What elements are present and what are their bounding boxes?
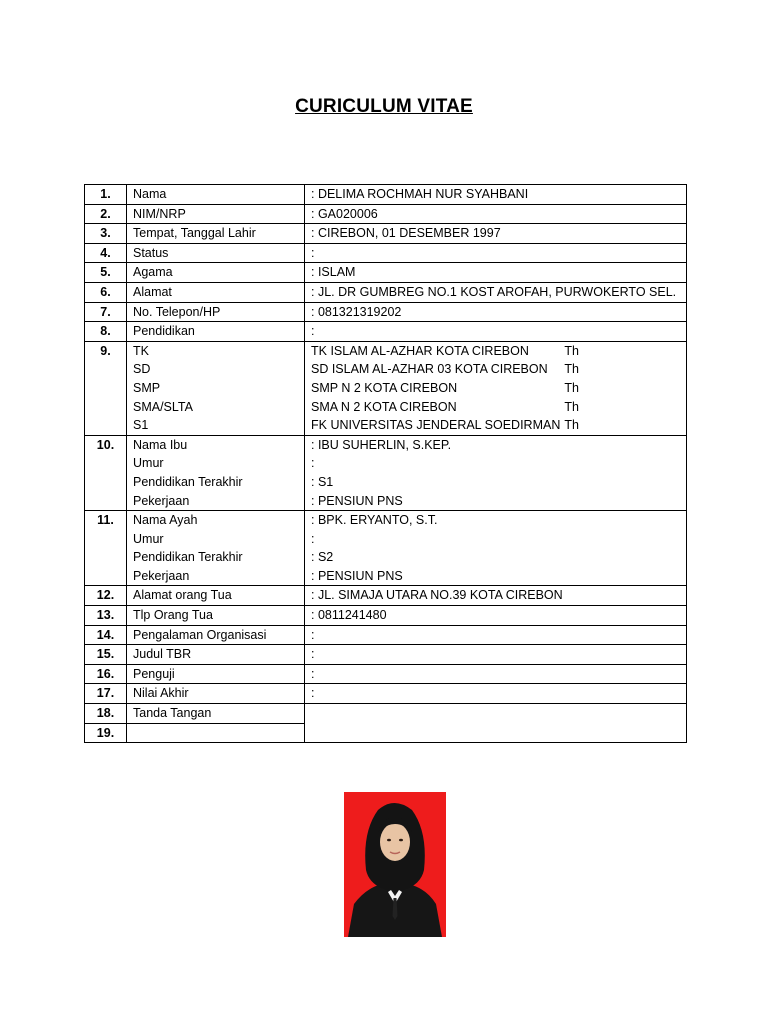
father-field-label: Umur xyxy=(133,531,164,546)
profile-photo xyxy=(344,792,446,937)
education-year: Th xyxy=(564,380,579,395)
education-level: SD xyxy=(133,362,151,377)
row-label: Pengalaman Organisasi xyxy=(127,625,305,645)
row-number: 8. xyxy=(85,322,127,342)
row-number: 9. xyxy=(85,341,127,435)
mother-field-label: Pekerjaan xyxy=(133,493,190,508)
signature-row xyxy=(85,704,687,724)
education-school: SD ISLAM AL-AZHAR 03 KOTA CIREBON xyxy=(311,362,548,377)
row-number: 7. xyxy=(85,302,127,322)
row-value: : xyxy=(305,243,687,263)
row-label: Nilai Akhir xyxy=(127,684,305,704)
row-label: Tempat, Tanggal Lahir xyxy=(127,224,305,244)
row-number: 17. xyxy=(85,684,127,704)
education-level: SMA/SLTA xyxy=(133,399,193,414)
row-value: : xyxy=(305,645,687,665)
table-row xyxy=(85,263,687,283)
row-number: 3. xyxy=(85,224,127,244)
education-item xyxy=(311,360,579,379)
table-row xyxy=(85,606,687,626)
education-item xyxy=(311,342,579,361)
mother-field-label: Nama Ibu xyxy=(133,437,188,452)
education-row xyxy=(85,341,687,435)
mother-field-value: : IBU SUHERLIN, S.KEP. xyxy=(311,437,452,452)
table-row xyxy=(85,645,687,665)
row-value: : 081321319202 xyxy=(305,302,687,322)
education-levels xyxy=(127,341,305,435)
row-number: 19. xyxy=(85,723,127,743)
row-label: No. Telepon/HP xyxy=(127,302,305,322)
mother-field-value: : xyxy=(311,456,315,471)
row-label: Alamat xyxy=(127,282,305,302)
row-value: : xyxy=(305,684,687,704)
row-label: Tlp Orang Tua xyxy=(127,606,305,626)
father-field-value: : PENSIUN PNS xyxy=(311,568,403,583)
row-label: Status xyxy=(127,243,305,263)
row-label: Judul TBR xyxy=(127,645,305,665)
table-row xyxy=(85,684,687,704)
table-row xyxy=(85,625,687,645)
row-label: NIM/NRP xyxy=(127,204,305,224)
row-label xyxy=(127,723,305,743)
row-number: 14. xyxy=(85,625,127,645)
row-value: : GA020006 xyxy=(305,204,687,224)
row-value: : JL. DR GUMBREG NO.1 KOST AROFAH, PURWOKERTO SEL. xyxy=(305,282,687,302)
father-field-label: Pendidikan Terakhir xyxy=(133,550,243,565)
father-row xyxy=(85,511,687,586)
table-row xyxy=(85,243,687,263)
education-level: SMP xyxy=(133,380,161,395)
education-item xyxy=(311,416,579,435)
education-schools xyxy=(305,341,687,435)
row-label: Pendidikan xyxy=(127,322,305,342)
page-title: CURICULUM VITAE xyxy=(295,96,473,117)
mother-row xyxy=(85,435,687,510)
row-number: 11. xyxy=(85,511,127,586)
row-label: Nama xyxy=(127,185,305,205)
mother-field-label: Pendidikan Terakhir xyxy=(133,474,243,489)
mother-values xyxy=(305,435,687,510)
row-number: 6. xyxy=(85,282,127,302)
education-school: FK UNIVERSITAS JENDERAL SOEDIRMAN xyxy=(311,418,561,433)
father-field-value: : BPK. ERYANTO, S.T. xyxy=(311,513,438,528)
mother-field-value: : S1 xyxy=(311,474,334,489)
table-row xyxy=(85,322,687,342)
signature-box xyxy=(305,704,687,743)
mother-labels xyxy=(127,435,305,510)
portrait-illustration xyxy=(344,792,446,937)
table-row xyxy=(85,185,687,205)
education-school: SMP N 2 KOTA CIREBON xyxy=(311,380,458,395)
row-number: 13. xyxy=(85,606,127,626)
education-school: TK ISLAM AL-AZHAR KOTA CIREBON xyxy=(311,343,529,358)
row-label: Penguji xyxy=(127,664,305,684)
cv-table xyxy=(84,184,687,743)
row-label: Alamat orang Tua xyxy=(127,586,305,606)
education-level: TK xyxy=(133,343,149,358)
row-number: 16. xyxy=(85,664,127,684)
row-value: : CIREBON, 01 DESEMBER 1997 xyxy=(305,224,687,244)
signature-label: Tanda Tangan xyxy=(127,704,305,724)
education-level: S1 xyxy=(133,418,149,433)
row-value: : JL. SIMAJA UTARA NO.39 KOTA CIREBON xyxy=(305,586,687,606)
mother-field-value: : PENSIUN PNS xyxy=(311,493,403,508)
education-school: SMA N 2 KOTA CIREBON xyxy=(311,399,457,414)
father-field-label: Pekerjaan xyxy=(133,568,190,583)
education-item xyxy=(311,379,579,398)
father-field-value: : xyxy=(311,531,315,546)
row-label: Agama xyxy=(127,263,305,283)
row-number: 10. xyxy=(85,435,127,510)
row-number: 2. xyxy=(85,204,127,224)
education-year: Th xyxy=(564,362,579,377)
row-number: 5. xyxy=(85,263,127,283)
row-value: : xyxy=(305,664,687,684)
row-value: : ISLAM xyxy=(305,263,687,283)
education-item xyxy=(311,398,579,417)
table-row xyxy=(85,302,687,322)
father-values xyxy=(305,511,687,586)
mother-field-label: Umur xyxy=(133,456,164,471)
education-year: Th xyxy=(564,399,579,414)
table-row xyxy=(85,282,687,302)
row-value: : xyxy=(305,322,687,342)
row-number: 1. xyxy=(85,185,127,205)
row-number: 4. xyxy=(85,243,127,263)
father-labels xyxy=(127,511,305,586)
table-row xyxy=(85,224,687,244)
row-value: : 0811241480 xyxy=(305,606,687,626)
table-row xyxy=(85,664,687,684)
education-year: Th xyxy=(564,418,579,433)
row-number: 12. xyxy=(85,586,127,606)
row-number: 15. xyxy=(85,645,127,665)
father-field-label: Nama Ayah xyxy=(133,513,198,528)
education-year: Th xyxy=(564,343,579,358)
row-value: : xyxy=(305,625,687,645)
row-number: 18. xyxy=(85,704,127,724)
table-row xyxy=(85,204,687,224)
father-field-value: : S2 xyxy=(311,550,334,565)
table-row xyxy=(85,586,687,606)
row-value: : DELIMA ROCHMAH NUR SYAHBANI xyxy=(305,185,687,205)
